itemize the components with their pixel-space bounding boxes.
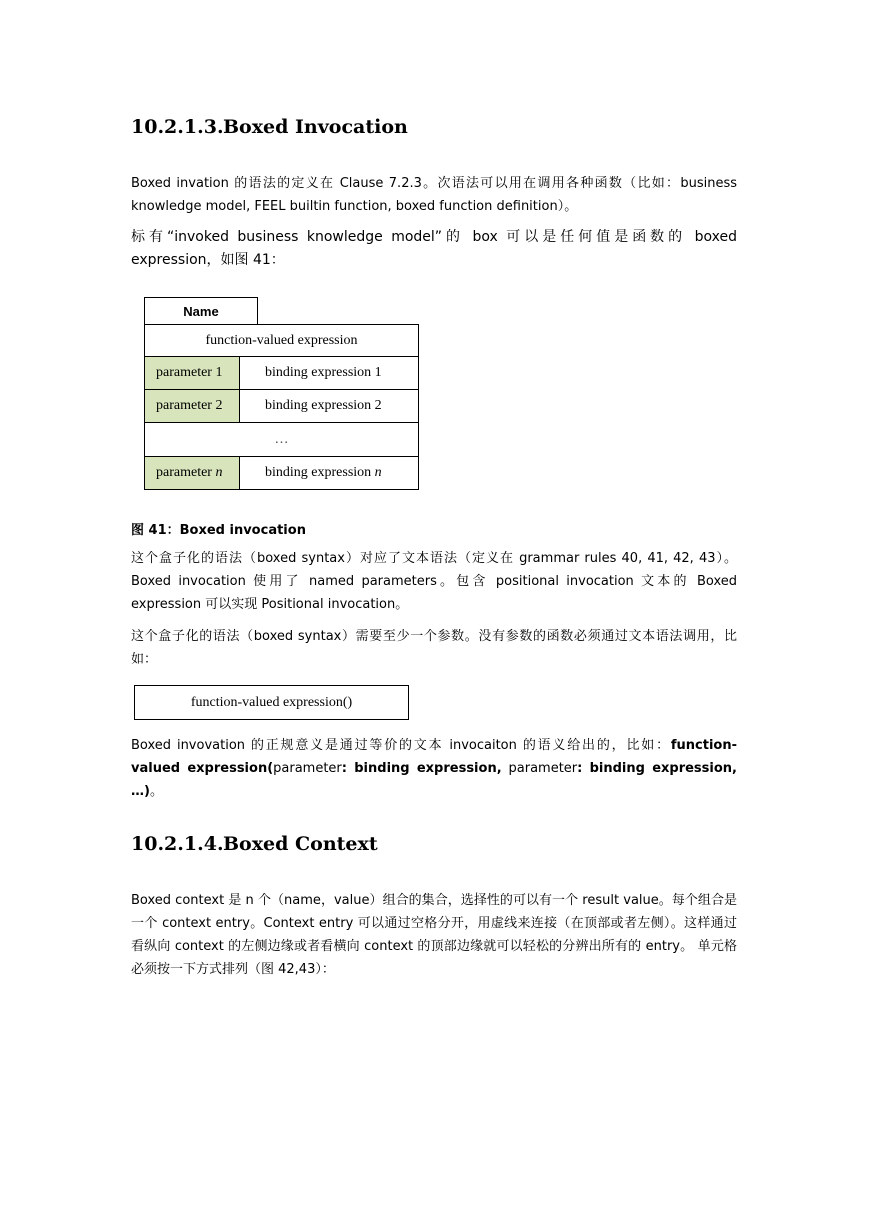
function-valued-expression-cell: function-valued expression	[144, 324, 419, 357]
parameter-n-label: parameter n	[156, 465, 223, 480]
figure-41-caption	[131, 519, 306, 538]
semantics-lead: Boxed invovation 的正规意义是通过等价的文本 invocaiton 的语义给出的，比如：	[131, 738, 671, 753]
section-heading-boxed-context	[131, 833, 378, 855]
parameter-cell-n	[144, 457, 240, 490]
caption-prefix: 图 41：	[131, 523, 180, 538]
caption-text: Boxed invocation	[179, 523, 306, 538]
section-title: Boxed Context	[223, 833, 378, 855]
figure-function-call-box: function-valued expression()	[134, 685, 409, 720]
figure-41-boxed-invocation-table	[144, 297, 419, 491]
parameter-cell: parameter 2	[144, 390, 240, 423]
binding-expression-cell-n	[239, 457, 419, 490]
binding-expression-n-label: binding expression n	[265, 465, 382, 480]
section-number: 10.2.1.4.	[131, 833, 224, 855]
paragraph-formal-semantics	[131, 734, 737, 803]
text-part-3: 。	[149, 784, 163, 799]
section-number: 10.2.1.3.	[131, 116, 224, 138]
code-part-1: function-valued expression(	[131, 738, 737, 776]
paragraph-invoked-bkm-box: 标有“invoked business knowledge model”的 box 可以是任何值是函数的 boxed expression，如图 41：	[131, 229, 737, 268]
code-part-2: : binding expression,	[341, 761, 502, 776]
ellipsis-row: …	[144, 423, 419, 457]
code-part-3: : binding expression, …)	[131, 761, 737, 799]
section-title: Boxed Invocation	[223, 116, 408, 138]
binding-expression-cell: binding expression 2	[239, 390, 419, 423]
binding-expression-cell: binding expression 1	[239, 357, 419, 390]
parameter-cell: parameter 1	[144, 357, 240, 390]
paragraph-boxed-context-definition: Boxed context 是 n 个（name，value）组合的集合，选择性的可以有一个 result value。每个组合是一个 context entry。Context entry 可以通过空格分开，用虚线来连接（在顶部或者左侧）。这样通过看纵向 context 的左侧边缘或者看横向 context 的顶部边缘就可以轻松的分辨出所有的 entry。 单元格必须按一下方式排列（图 42,43）：	[131, 893, 737, 977]
section-heading-boxed-invocation	[131, 116, 408, 138]
name-tab: Name	[144, 297, 258, 324]
text-part-1: parameter	[273, 761, 342, 776]
paragraph-at-least-one-parameter: 这个盒子化的语法（boxed syntax）需要至少一个参数。没有参数的函数必须通过文本语法调用，比如：	[131, 629, 737, 667]
paragraph-boxed-invocation-definition: Boxed invation 的语法的定义在 Clause 7.2.3。次语法可以用在调用各种函数（比如：business knowledge model, FEEL builtin function, boxed function definition）。	[131, 176, 737, 214]
paragraph-boxed-syntax-grammar: 这个盒子化的语法（boxed syntax）对应了文本语法（定义在 grammar rules 40, 41, 42, 43）。Boxed invocation 使用了 named parameters。包含 positional invocation 文本的 Boxed expression 可以实现 Positional invocation。	[131, 551, 737, 612]
text-part-2: parameter	[501, 761, 578, 776]
